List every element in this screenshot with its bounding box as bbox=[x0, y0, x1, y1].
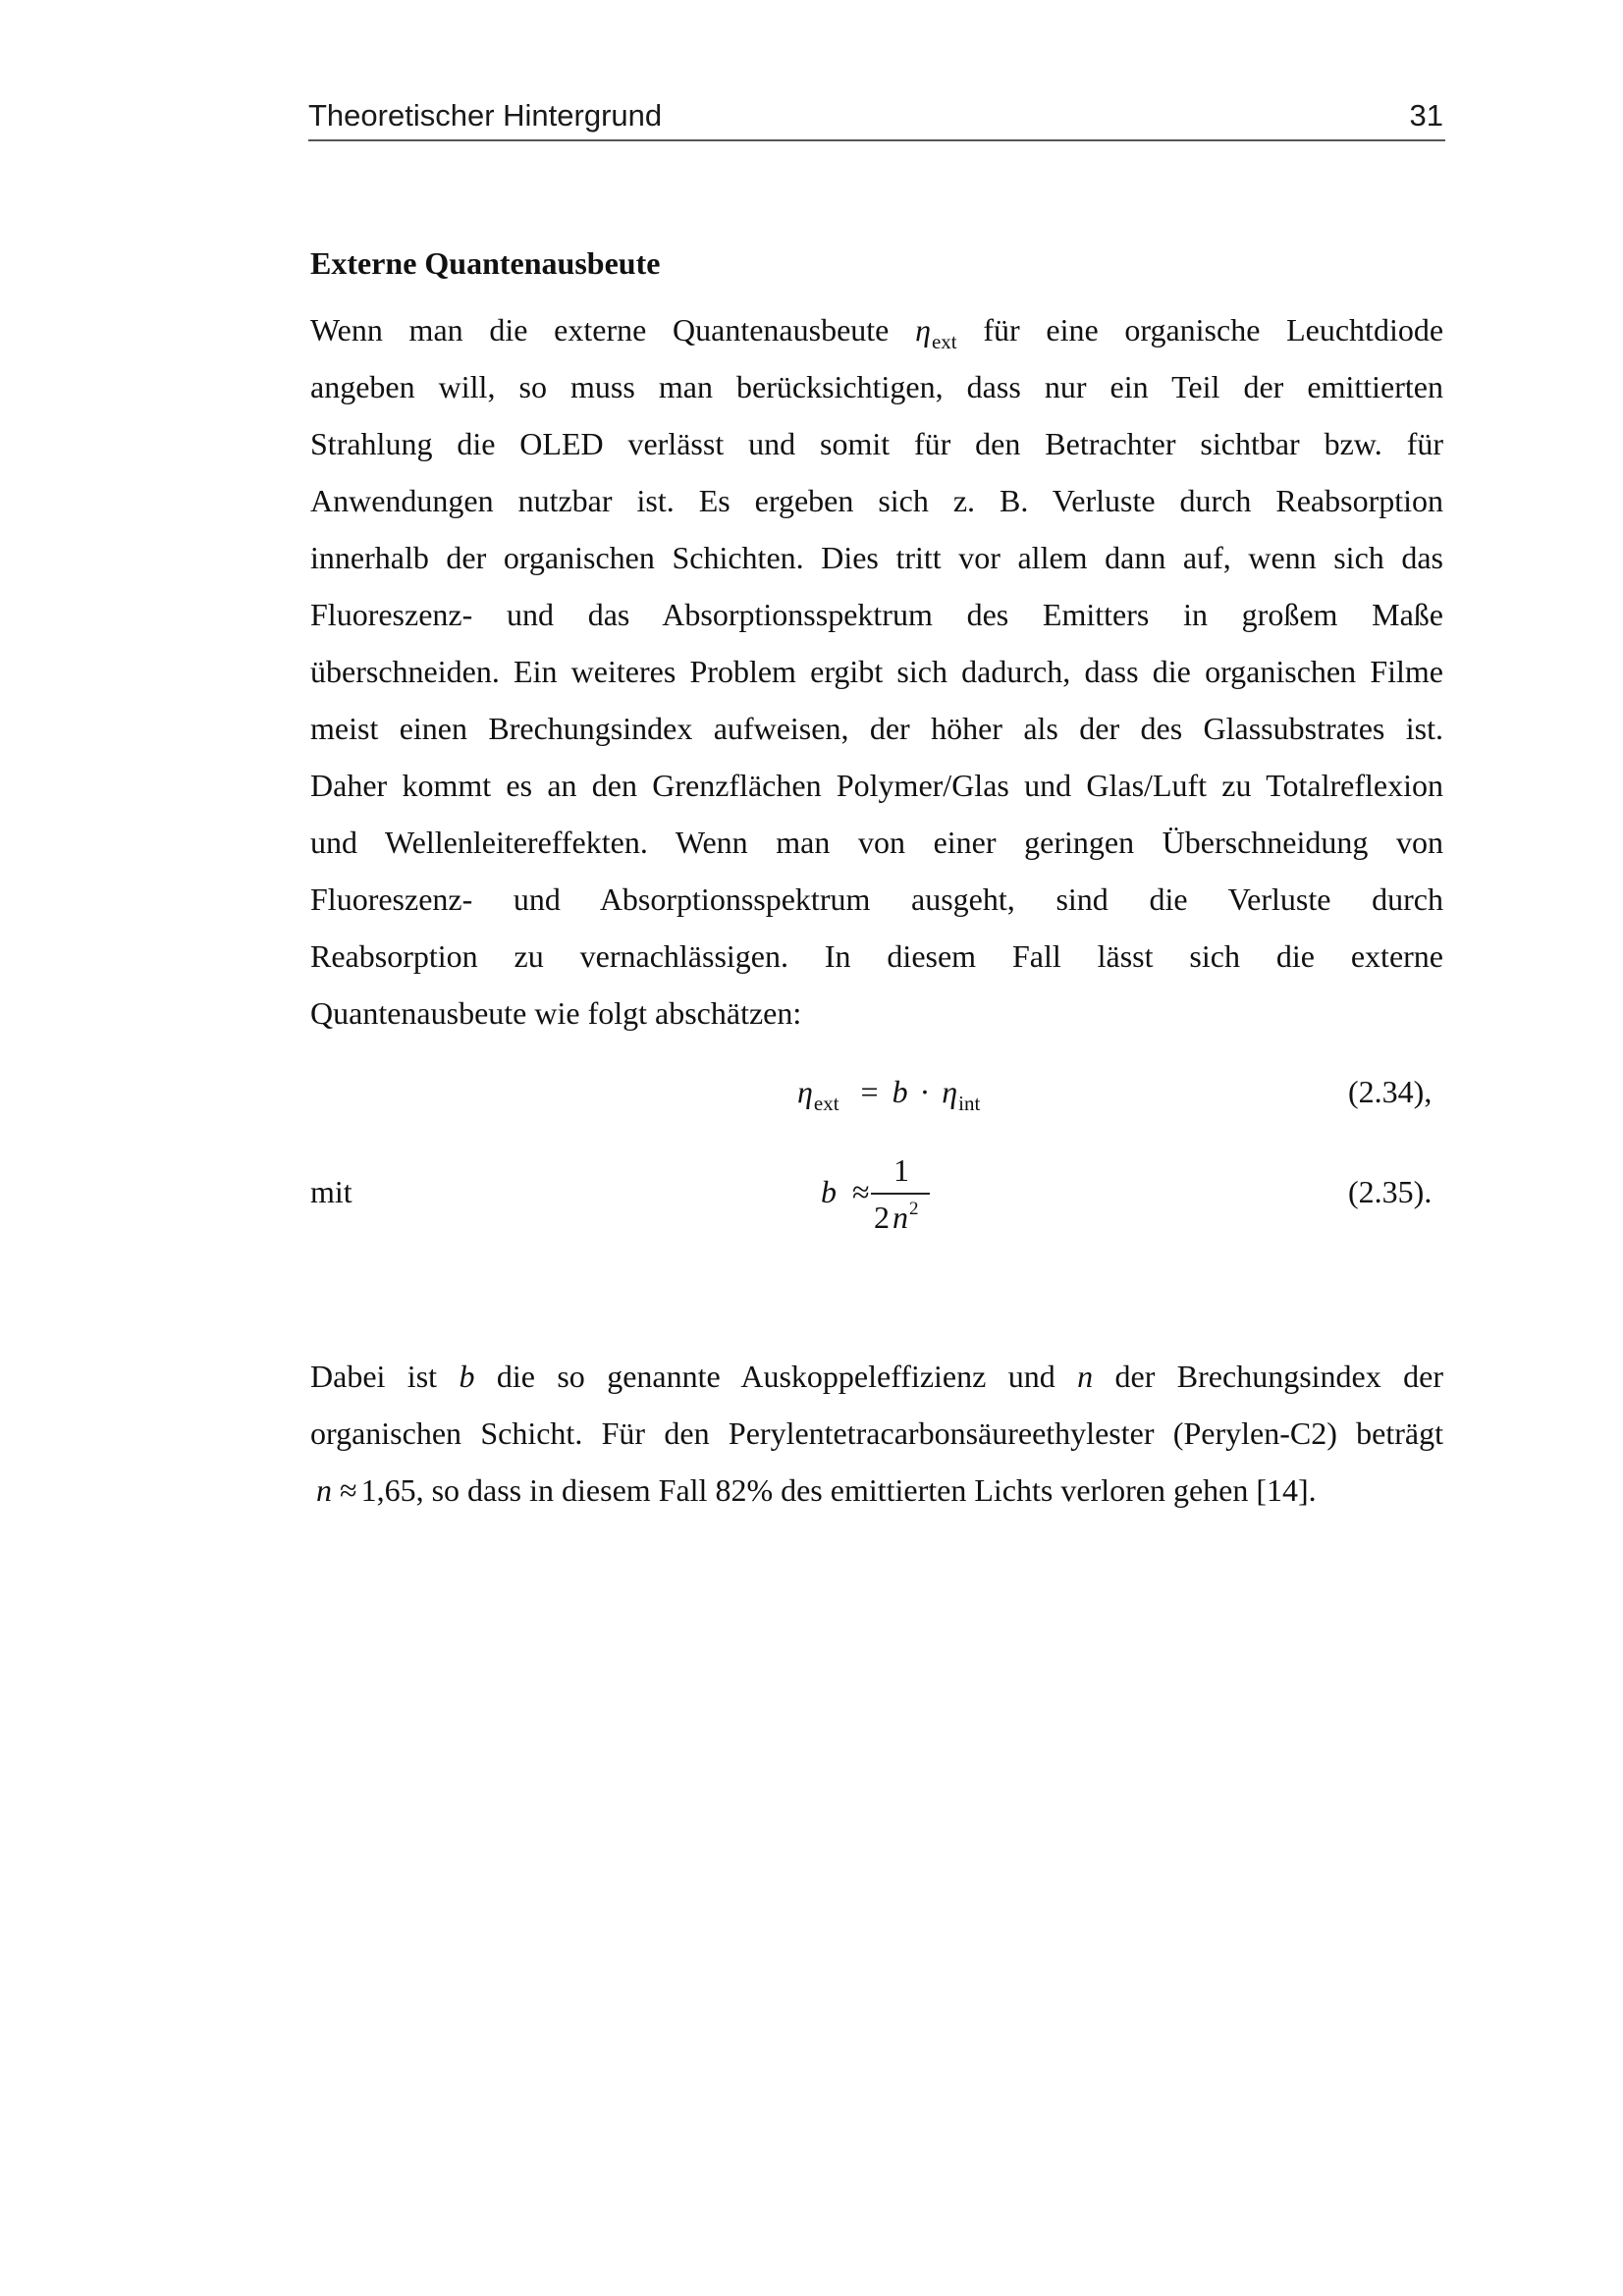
text-segment: für eine organische Leuchtdiode bbox=[983, 312, 1444, 347]
text-segment: der Brechungsindex der bbox=[1114, 1359, 1444, 1394]
dot-operator: · bbox=[919, 1074, 931, 1109]
eta-ext-symbol bbox=[915, 312, 957, 353]
denominator-variable: n bbox=[893, 1200, 908, 1235]
eta-subscript: int bbox=[958, 1092, 981, 1115]
eta-glyph: η bbox=[915, 312, 931, 347]
equation-prefix-mit: mit bbox=[310, 1174, 352, 1209]
text-segment: Dabei ist bbox=[310, 1359, 438, 1394]
running-header bbox=[308, 90, 1445, 141]
equals-sign: = bbox=[860, 1074, 879, 1109]
paragraph-1 bbox=[310, 301, 1443, 1041]
fraction-numerator: 1 bbox=[893, 1152, 909, 1188]
eta-ext-lhs bbox=[797, 1074, 839, 1115]
paragraph-line: angeben will, so muss man berücksichtigen, dass nur ein Teil der emittierten bbox=[310, 369, 1443, 404]
paragraph-2 bbox=[310, 1348, 1443, 1519]
eta-glyph: η bbox=[942, 1074, 958, 1109]
paragraph-line: Fluoreszenz- und das Absorptionsspektrum des Emitters in großem Maße bbox=[310, 597, 1443, 632]
fraction-denominator bbox=[874, 1200, 919, 1236]
eta-subscript: ext bbox=[813, 1092, 839, 1115]
eta-subscript: ext bbox=[931, 330, 957, 353]
paragraph-line: und Wellenleitereffekten. Wenn man von einer geringen Überschneidung von bbox=[310, 825, 1443, 860]
paragraph-line: meist einen Brechungsindex aufweisen, der höher als der des Glassubstrates ist. bbox=[310, 711, 1443, 746]
page-number: 31 bbox=[1409, 98, 1443, 133]
text-segment: , so dass in diesem Fall 82% des emittierten Lichts verloren gehen [14]. bbox=[415, 1472, 1317, 1508]
paragraph-line: organischen Schicht. Für den Perylentetracarbonsäureethylester (Perylen-C2) beträgt bbox=[310, 1415, 1443, 1451]
paragraph-line: Strahlung die OLED verlässt und somit für den Betrachter sichtbar bzw. für bbox=[310, 426, 1443, 461]
eta-int-rhs bbox=[942, 1074, 981, 1115]
equation-2-34 bbox=[797, 1074, 981, 1115]
approx-sign: ≈ bbox=[852, 1174, 870, 1209]
paragraph-line bbox=[310, 1462, 1443, 1519]
denominator-coefficient: 2 bbox=[874, 1200, 890, 1235]
approx-sign: ≈ bbox=[340, 1472, 357, 1508]
paragraph-line: innerhalb der organischen Schichten. Dies tritt vor allem dann auf, wenn sich das bbox=[310, 540, 1443, 575]
paragraph-line bbox=[310, 1348, 1443, 1405]
var-b: b bbox=[821, 1174, 837, 1209]
denominator-exponent: 2 bbox=[909, 1199, 919, 1219]
refractive-index-value: 1,65 bbox=[360, 1472, 416, 1508]
fraction-bar bbox=[871, 1193, 930, 1195]
equation-2-35-lhs bbox=[821, 1174, 870, 1210]
equation-number-2-34: (2.34), bbox=[1348, 1074, 1433, 1109]
paragraph-line: Anwendungen nutzbar ist. Es ergeben sich z. B. Verluste durch Reabsorption bbox=[310, 483, 1443, 518]
eta-glyph: η bbox=[797, 1074, 813, 1109]
text-segment: die so genannte Auskoppeleffizienz und bbox=[496, 1359, 1055, 1394]
paragraph-line: Daher kommt es an den Grenzflächen Polymer/Glas und Glas/Luft zu Totalreflexion bbox=[310, 768, 1443, 803]
paragraph-line: Fluoreszenz- und Absorptionsspektrum ausgeht, sind die Verluste durch bbox=[310, 881, 1443, 917]
paragraph-line bbox=[310, 301, 1443, 358]
var-n: n bbox=[1077, 1359, 1094, 1394]
header-title: Theoretischer Hintergrund bbox=[308, 98, 663, 133]
var-n: n bbox=[316, 1472, 332, 1508]
section-heading: Externe Quantenausbeute bbox=[310, 245, 661, 281]
paragraph-line: Reabsorption zu vernachlässigen. In diesem Fall lässt sich die externe bbox=[310, 938, 1443, 974]
paragraph-line: überschneiden. Ein weiteres Problem ergibt sich dadurch, dass die organischen Filme bbox=[310, 654, 1443, 689]
equation-number-2-35: (2.35). bbox=[1348, 1174, 1433, 1209]
paragraph-line: Quantenausbeute wie folgt abschätzen: bbox=[310, 995, 802, 1031]
var-b: b bbox=[459, 1359, 475, 1394]
var-b: b bbox=[892, 1074, 908, 1109]
text-segment: Wenn man die externe Quantenausbeute bbox=[310, 312, 890, 347]
